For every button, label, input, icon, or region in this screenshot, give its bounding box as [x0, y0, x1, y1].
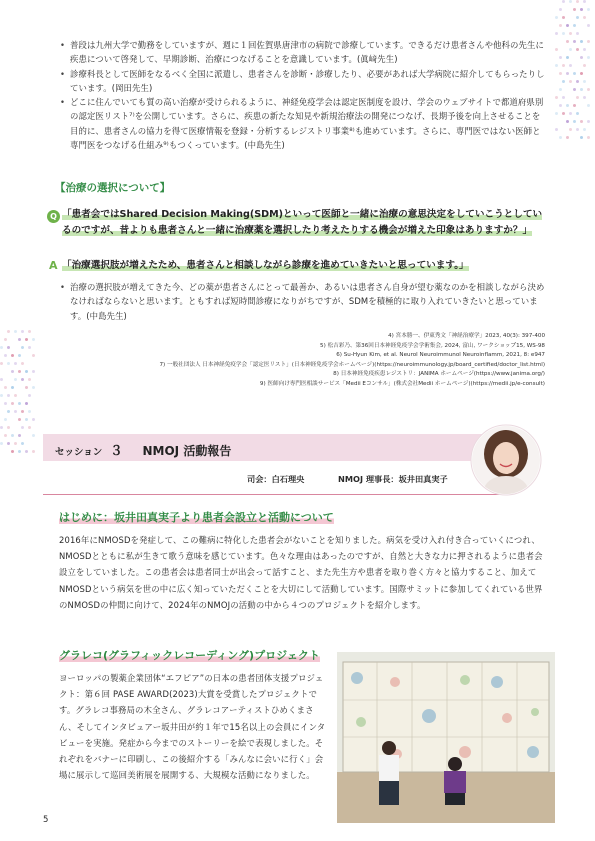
speaker-portrait: [470, 424, 542, 496]
decorative-dot: [4, 402, 7, 405]
decorative-dot: [587, 56, 590, 59]
decorative-dot: [32, 386, 35, 389]
answer-text: 「治療選択肢が増えたため、患者さんと相談しながら診療を進めていきたいと思っています。」: [62, 260, 469, 271]
bullet-sdm: • 治療の選択肢が増えてきた今、どの薬が患者さんにとって最善か、あるいは患者さん自身が望む薬なのかを相談しながら決めなければならないと思います。ともすれば短時間診療になりがちですが、SDMを積極的に取り入れていきたいと思っています。(中島先生): [60, 280, 548, 323]
decorative-dot: [0, 426, 3, 429]
decorative-dot: [11, 370, 14, 373]
decorative-dot: [580, 72, 583, 75]
decorative-dot: [25, 402, 28, 405]
decorative-dot: [576, 80, 579, 83]
treatment-choice-heading: 【治療の選択について】: [55, 182, 171, 194]
decorative-dots-middle: [0, 330, 40, 460]
decorative-dot: [576, 96, 579, 99]
decorative-dot: [583, 64, 586, 67]
decorative-dot: [4, 338, 7, 341]
decorative-dot: [573, 120, 576, 123]
decorative-dot: [583, 48, 586, 51]
decorative-dot: [7, 394, 10, 397]
decorative-dot: [576, 48, 579, 51]
decorative-dot: [566, 120, 569, 123]
decorative-dot: [32, 450, 35, 453]
session-name: NMOJ 活動報告: [142, 444, 232, 458]
decorative-dot: [566, 24, 569, 27]
decorative-dot: [559, 24, 562, 27]
decorative-dot: [576, 0, 579, 3]
decorative-dot: [559, 136, 562, 139]
decorative-dot: [562, 80, 565, 83]
decorative-dot: [580, 40, 583, 43]
intro-heading: はじめに：坂井田真実子より患者会設立と活動について: [59, 511, 334, 524]
decorative-dot: [11, 386, 14, 389]
opening-bullets: [60, 38, 548, 152]
decorative-dot: [559, 104, 562, 107]
decorative-dot: [18, 450, 21, 453]
session-number: ３: [109, 444, 123, 459]
exhibition-photo: [337, 652, 555, 823]
reference-9: 9) 医師向け専門医相談サービス「Medii Eコンサル」(株式会社Medii ホームページ)(https://medii.jp/e-consult): [259, 380, 545, 387]
decorative-dot: [28, 346, 31, 349]
decorative-dot: [11, 402, 14, 405]
decorative-dot: [21, 410, 24, 413]
session-moderator: 司会：白石理央: [247, 474, 305, 484]
decorative-dot: [14, 378, 17, 381]
decorative-dot: [555, 32, 558, 35]
decorative-dot: [569, 32, 572, 35]
grareco-body: ヨーロッパの製薬企業団体“エフピア”の日本の患者団体支援プロジェクト：第６回 PASE AWARD(2023)大賞を受賞したプロジェクトです。グラレコ事務局の木全さん、グラレコアーティストひめくまさん、そしてインタビュアー坂井田が約１年で15名以上の会員にインタビューを実施。発症から今までのストーリーを絵で表現しました。それぞれをバナーに印刷し、この後紹介する「みんなに会いに行く」会場に展示して巡回美術展を展開する、大規模な活動になりました。: [59, 673, 326, 781]
decorative-dot: [4, 386, 7, 389]
question-badge: Q: [47, 210, 60, 223]
decorative-dot: [569, 0, 572, 3]
decorative-dot: [25, 386, 28, 389]
question-text: 「患者会ではShared Decision Making(SDM)といって医師と一緒に治療の意思決定をしていこうとしているのですが、昔よりも患者さんと一緒に治療薬を選択したり考えたりする機会が増えた印象はありますか？」: [62, 209, 543, 236]
decorative-dot: [555, 48, 558, 51]
decorative-dot: [0, 378, 3, 381]
decorative-dot: [14, 394, 17, 397]
decorative-dot: [4, 354, 7, 357]
decorative-dot: [32, 338, 35, 341]
decorative-dot: [0, 394, 3, 397]
decorative-dot: [573, 104, 576, 107]
decorative-dot: [11, 434, 14, 437]
decorative-dot: [21, 442, 24, 445]
bullet-okada: • 診療科長として医師をなるべく全国に派遣し、患者さんを診断・診療したり、必要があれば大学病院に紹介してもらったりしています。(岡田先生): [60, 67, 548, 96]
grareco-heading: グラレコ(グラフィックレコーディング)プロジェクト: [59, 649, 320, 662]
decorative-dot: [21, 426, 24, 429]
decorative-dot: [555, 16, 558, 19]
decorative-dot: [569, 64, 572, 67]
decorative-dot: [7, 426, 10, 429]
decorative-dot: [7, 346, 10, 349]
decorative-dot: [562, 64, 565, 67]
decorative-dot: [583, 0, 586, 3]
decorative-dot: [0, 442, 3, 445]
decorative-dot: [573, 40, 576, 43]
decorative-dot: [555, 128, 558, 131]
decorative-dot: [555, 64, 558, 67]
decorative-dot: [7, 362, 10, 365]
decorative-dot: [587, 40, 590, 43]
decorative-dot: [28, 426, 31, 429]
decorative-dot: [562, 32, 565, 35]
decorative-dot: [569, 128, 572, 131]
decorative-dot: [559, 88, 562, 91]
decorative-dot: [11, 450, 14, 453]
reference-4: 4) 宮本勝一、伊東秀文「神経治療学」2023, 40(3): 397-400: [388, 333, 545, 339]
decorative-dot: [576, 16, 579, 19]
decorative-dot: [32, 370, 35, 373]
decorative-dot: [25, 450, 28, 453]
decorative-dot: [587, 88, 590, 91]
decorative-dot: [569, 80, 572, 83]
decorative-dot: [32, 418, 35, 421]
decorative-dot: [14, 410, 17, 413]
answer-badge: A: [49, 259, 58, 272]
decorative-dot: [7, 330, 10, 333]
decorative-dot: [0, 362, 3, 365]
decorative-dot: [583, 80, 586, 83]
intro-body: 2016年にNMOSDを発症して、この難病に特化した患者会がないことを知りました。病気を受け入れ付き合っていくにつれ、NMOSDとともに私が生きて歌う意味を感じています。色々な理由はあったのですが、自然と大きな力に押されるように患者会設立をしていました。この患者会は患者同士が出会って話すこと、また先生方や患者を取り巻く方々と協力すること、加えてNMOSDという病気を世の中に広く知っていただくことを大切にして活動しています。国際サミットに参加してくれている世界のNMOSDの仲間に向けて、2024年のNMOJの活動の中から４つのプロジェクトを紹介します。: [59, 535, 543, 610]
decorative-dot: [580, 120, 583, 123]
decorative-dot: [11, 354, 14, 357]
decorative-dot: [566, 104, 569, 107]
decorative-dot: [32, 434, 35, 437]
decorative-dot: [566, 72, 569, 75]
decorative-dot: [14, 442, 17, 445]
decorative-dot: [562, 16, 565, 19]
reference-6: 6) Su-Hyun Kim, et al. Neurol Neuroimmunol Neuroinflamm, 2021, 8: e947: [336, 352, 545, 359]
decorative-dot: [18, 434, 21, 437]
decorative-dot: [573, 24, 576, 27]
decorative-dot: [14, 330, 17, 333]
decorative-dot: [25, 370, 28, 373]
decorative-dot: [18, 402, 21, 405]
references: [60, 332, 545, 390]
session-label: セッション: [55, 447, 103, 458]
decorative-dot: [587, 104, 590, 107]
decorative-dot: [580, 8, 583, 11]
decorative-dot: [559, 72, 562, 75]
decorative-dot: [566, 136, 569, 139]
bullet-nakashima: • どこに住んでいても質の高い治療が受けられるように、神経免疫学会は認定医制度を設け、学会のウェブサイトで都道府県別の認定医リスト⁷⁾を公開しています。さらに、疾患の新たな知見や新規治療法の開発につなげ、長期予後を向上させることを目的に、患者さんの協力を得て医療情報を登録・分析するレジストリ事業⁸⁾も進めています。さらに、専門医ではない医師と専門医をつなげる仕組み⁹⁾もつくっています。(中島先生): [60, 95, 548, 152]
decorative-dot: [566, 40, 569, 43]
decorative-dot: [580, 136, 583, 139]
decorative-dot: [559, 8, 562, 11]
decorative-dot: [28, 410, 31, 413]
decorative-dot: [18, 418, 21, 421]
decorative-dot: [21, 330, 24, 333]
decorative-dot: [25, 418, 28, 421]
decorative-dot: [7, 442, 10, 445]
decorative-dot: [4, 434, 7, 437]
decorative-dot: [28, 378, 31, 381]
decorative-dot: [14, 362, 17, 365]
decorative-dot: [25, 338, 28, 341]
decorative-dot: [576, 32, 579, 35]
treatment-choice-bullets: [60, 280, 548, 323]
decorative-dot: [555, 112, 558, 115]
bullet-masaki: • 普段は九州大学で勤務をしていますが、週に１回佐賀県唐津市の病院で診療しています。できるだけ患者さんや他科の先生に疾患について啓発して、早期診断、治療につなげることを意識しています。(眞﨑先生): [60, 38, 548, 67]
decorative-dots-top: [555, 0, 595, 150]
decorative-dot: [587, 136, 590, 139]
decorative-dot: [32, 354, 35, 357]
decorative-dot: [562, 112, 565, 115]
decorative-dot: [569, 112, 572, 115]
decorative-dot: [4, 418, 7, 421]
decorative-dot: [21, 362, 24, 365]
decorative-dot: [573, 72, 576, 75]
decorative-dot: [562, 96, 565, 99]
decorative-dot: [18, 354, 21, 357]
decorative-dot: [569, 48, 572, 51]
decorative-dot: [559, 56, 562, 59]
decorative-dot: [576, 128, 579, 131]
decorative-dot: [587, 120, 590, 123]
session-chair: NMOJ 理事長：坂井田真実子: [338, 474, 448, 484]
decorative-dot: [576, 112, 579, 115]
decorative-dot: [583, 16, 586, 19]
decorative-dot: [573, 8, 576, 11]
decorative-dot: [583, 128, 586, 131]
reference-5: 5) 松吉彩乃、第36回日本神経免疫学会学術集会, 2024, 富山, ワークショップ15, WS-98: [320, 342, 545, 349]
decorative-dot: [555, 96, 558, 99]
reference-7: 7) 一般社団法人 日本神経免疫学会「認定医リスト」(日本神経免疫学会ホームページ)(https://neuroimmunology.jp/board_certified/doctor_list.html): [159, 361, 545, 368]
decorative-dot: [580, 88, 583, 91]
decorative-dot: [573, 88, 576, 91]
decorative-dot: [587, 24, 590, 27]
decorative-dot: [0, 346, 3, 349]
decorative-dot: [28, 394, 31, 397]
decorative-dot: [18, 370, 21, 373]
reference-8: 8) 日本神経免疫疾患レジストリ：JANIMA ホームページ(https://www.janima.org/): [333, 371, 545, 378]
decorative-dot: [18, 338, 21, 341]
page-number: 5: [43, 815, 49, 825]
decorative-dot: [28, 330, 31, 333]
decorative-dot: [7, 410, 10, 413]
session-title: [55, 440, 231, 459]
decorative-dot: [562, 0, 565, 3]
decorative-dot: [21, 346, 24, 349]
decorative-dot: [580, 56, 583, 59]
decorative-dot: [583, 96, 586, 99]
decorative-dot: [21, 378, 24, 381]
decorative-dot: [566, 56, 569, 59]
decorative-dot: [587, 8, 590, 11]
